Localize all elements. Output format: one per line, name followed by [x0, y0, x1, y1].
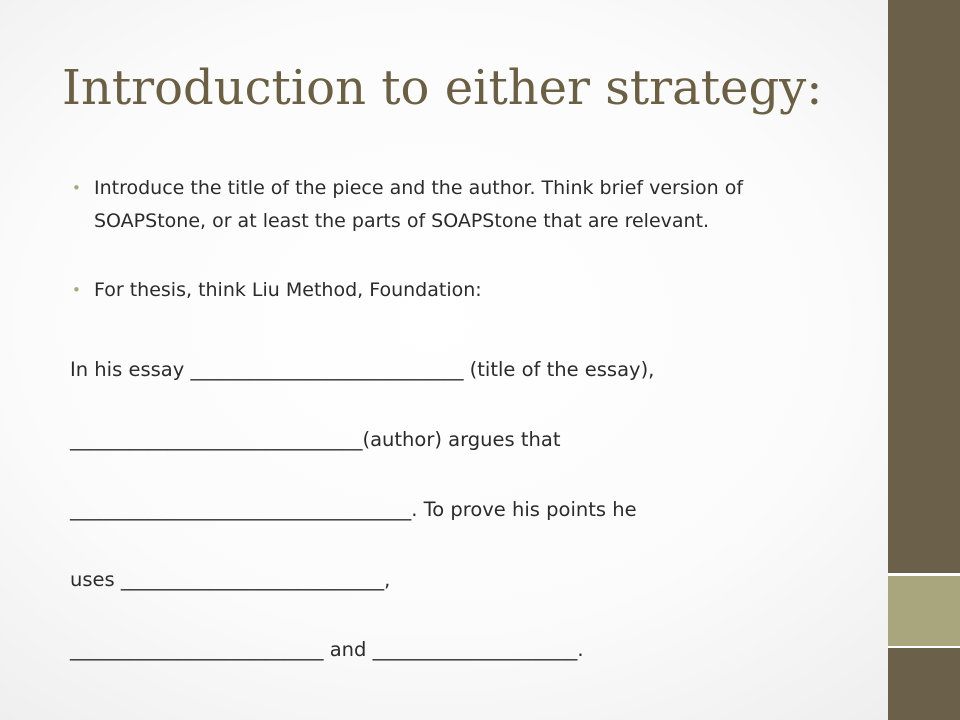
template-line: ______________________________(author) argues that — [70, 428, 561, 451]
bullet-item — [70, 172, 860, 238]
thesis-template — [70, 317, 860, 702]
template-line: uses ___________________________, — [70, 568, 391, 591]
sidebar-band-bottom — [888, 648, 960, 720]
sidebar-band-middle — [888, 576, 960, 648]
template-line: __________________________ and _____________________. — [70, 638, 584, 661]
bullet-icon: • — [72, 281, 81, 299]
bullet-text: Introduce the title of the piece and the author. Think brief version of SOAPStone, or at least the parts of SOAPStone that are relevant. — [94, 177, 744, 232]
sidebar-band-top — [888, 0, 960, 576]
template-line: In his essay ____________________________ (title of the essay), — [70, 358, 655, 381]
slide-title: Introduction to either strategy: — [62, 60, 823, 116]
bullet-text: For thesis, think Liu Method, Foundation: — [94, 279, 482, 301]
slide-content — [70, 172, 860, 702]
template-line: ___________________________________. To prove his points he — [70, 498, 637, 521]
bullet-item — [70, 274, 860, 307]
decorative-sidebar — [888, 0, 960, 720]
bullet-icon: • — [72, 179, 81, 197]
